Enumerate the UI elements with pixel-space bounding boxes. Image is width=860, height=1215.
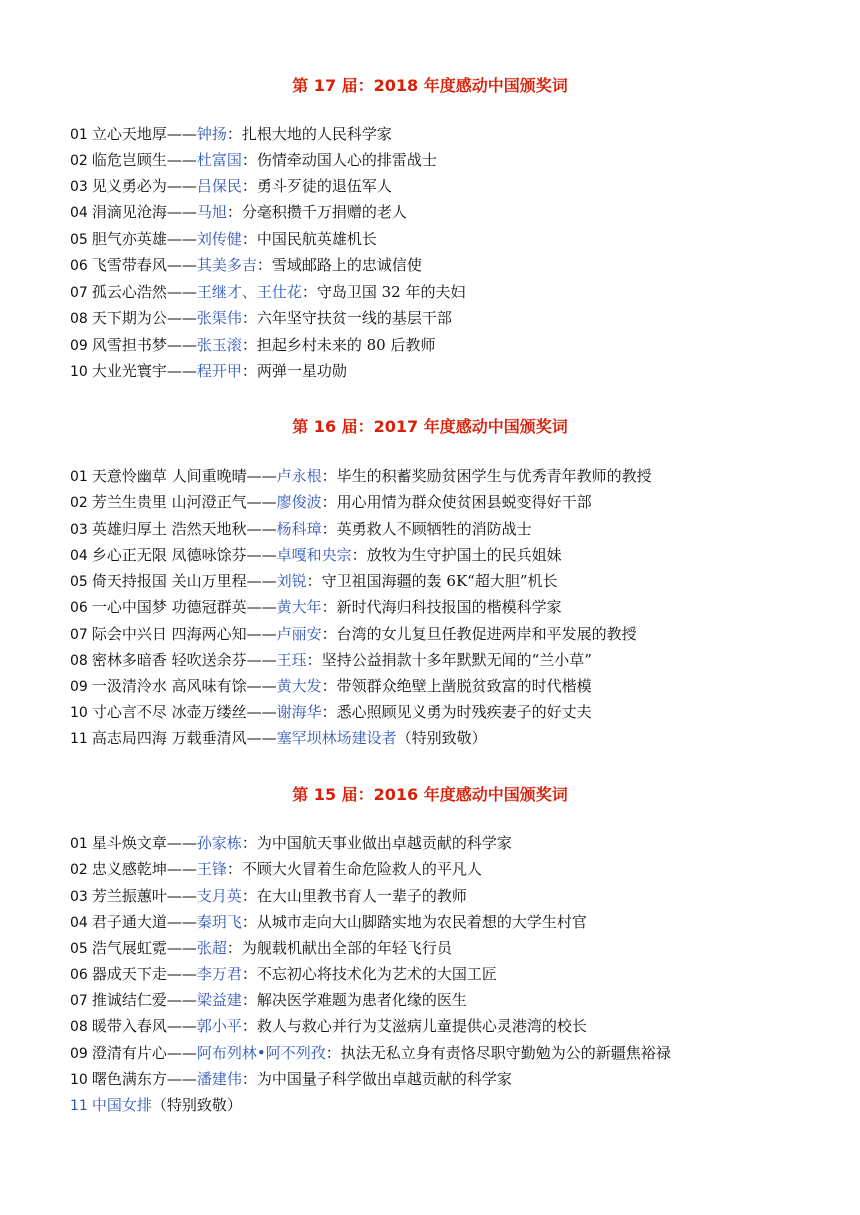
list-item: 01 立心天地厚——钟扬：扎根大地的人民科学家 xyxy=(70,125,392,143)
section-title-2016: 第 15 届：2016 年度感动中国颁奖词 xyxy=(292,785,568,804)
list-item: 07 推诚结仁爱——梁益建：解决医学难题为患者化缘的医生 xyxy=(70,991,467,1009)
list-item: 05 浩气展虹霓——张超：为舰载机献出全部的年轻飞行员 xyxy=(70,939,452,957)
list-item: 10 大业光寰宇——程开甲：两弹一星功勋 xyxy=(70,362,347,380)
list-item: 07 孤云心浩然——王继才、王仕花：守岛卫国 32 年的夫妇 xyxy=(70,283,466,301)
list-item: 06 飞雪带春风——其美多吉：雪域邮路上的忠诚信使 xyxy=(70,256,422,274)
list-item: 01 天意怜幽草 人间重晚晴——卢永根：毕生的积蓄奖励贫困学生与优秀青年教师的教授 xyxy=(70,467,652,485)
list-item: 05 胆气亦英雄——刘传健：中国民航英雄机长 xyxy=(70,230,377,248)
list-item: 09 风雪担书梦——张玉滚：担起乡村未来的 80 后教师 xyxy=(70,336,436,354)
list-item: 06 器成天下走——李万君：不忘初心将技术化为艺术的大国工匠 xyxy=(70,965,497,983)
list-item: 07 际会中兴日 四海两心知——卢丽安：台湾的女儿复旦任教促进两岸和平发展的教授 xyxy=(70,625,637,643)
list-item: 03 芳兰振蕙叶——支月英：在大山里教书育人一辈子的教师 xyxy=(70,887,467,905)
list-item: 08 暖带入春风——郭小平：救人与救心并行为艾滋病儿童提供心灵港湾的校长 xyxy=(70,1017,587,1035)
list-item: 02 忠义感乾坤——王锋：不顾大火冒着生命危险救人的平凡人 xyxy=(70,860,482,878)
list-item: 02 临危岂顾生——杜富国：伤情牵动国人心的排雷战士 xyxy=(70,151,437,169)
list-item: 04 涓滴见沧海——马旭：分毫积攒千万捐赠的老人 xyxy=(70,203,407,221)
list-item: 10 曙色满东方——潘建伟：为中国量子科学做出卓越贡献的科学家 xyxy=(70,1070,512,1088)
list-item: 06 一心中国梦 功德冠群英——黄大年：新时代海归科技报国的楷模科学家 xyxy=(70,598,562,616)
list-item: 03 英雄归厚土 浩然天地秋——杨科璋：英勇救人不顾牺牲的消防战士 xyxy=(70,520,532,538)
list-item: 03 见义勇必为——吕保民：勇斗歹徒的退伍军人 xyxy=(70,177,392,195)
list-item: 02 芳兰生贵里 山河澄正气——廖俊波：用心用情为群众使贫困县蜕变得好干部 xyxy=(70,493,592,511)
list-item: 01 星斗焕文章——孙家栋：为中国航天事业做出卓越贡献的科学家 xyxy=(70,834,512,852)
list-item: 08 密林多暗香 轻吹送余芬——王珏：坚持公益捐款十多年默默无闻的“兰小草” xyxy=(70,651,592,669)
list-item: 10 寸心言不尽 冰壶万缕丝——谢海华：悉心照顾见义勇为时残疾妻子的好丈夫 xyxy=(70,703,592,721)
section-title-2017: 第 16 届：2017 年度感动中国颁奖词 xyxy=(292,417,568,436)
section-title-2018: 第 17 届：2018 年度感动中国颁奖词 xyxy=(292,76,568,95)
list-item-special: 11 中国女排（特别致敬） xyxy=(70,1096,242,1114)
list-item: 09 一汲清泠水 高风味有馀——黄大发：带领群众绝壁上凿脱贫致富的时代楷模 xyxy=(70,677,592,695)
list-item: 08 天下期为公——张渠伟：六年坚守扶贫一线的基层干部 xyxy=(70,309,452,327)
list-item: 09 澄清有片心——阿布列林•阿不列孜：执法无私立身有责恪尽职守勤勉为公的新疆焦裕禄 xyxy=(70,1044,671,1062)
list-item: 05 倚天持报国 关山万里程——刘锐：守卫祖国海疆的轰 6K“超大胆”机长 xyxy=(70,572,558,590)
list-item: 04 君子通大道——秦玥飞：从城市走向大山脚踏实地为农民着想的大学生村官 xyxy=(70,913,587,931)
list-item: 04 乡心正无限 凤德咏馀芬——卓嘎和央宗：放牧为生守护国土的民兵姐妹 xyxy=(70,546,562,564)
list-item: 11 高志局四海 万载垂清风——塞罕坝林场建设者（特别致敬） xyxy=(70,729,487,747)
